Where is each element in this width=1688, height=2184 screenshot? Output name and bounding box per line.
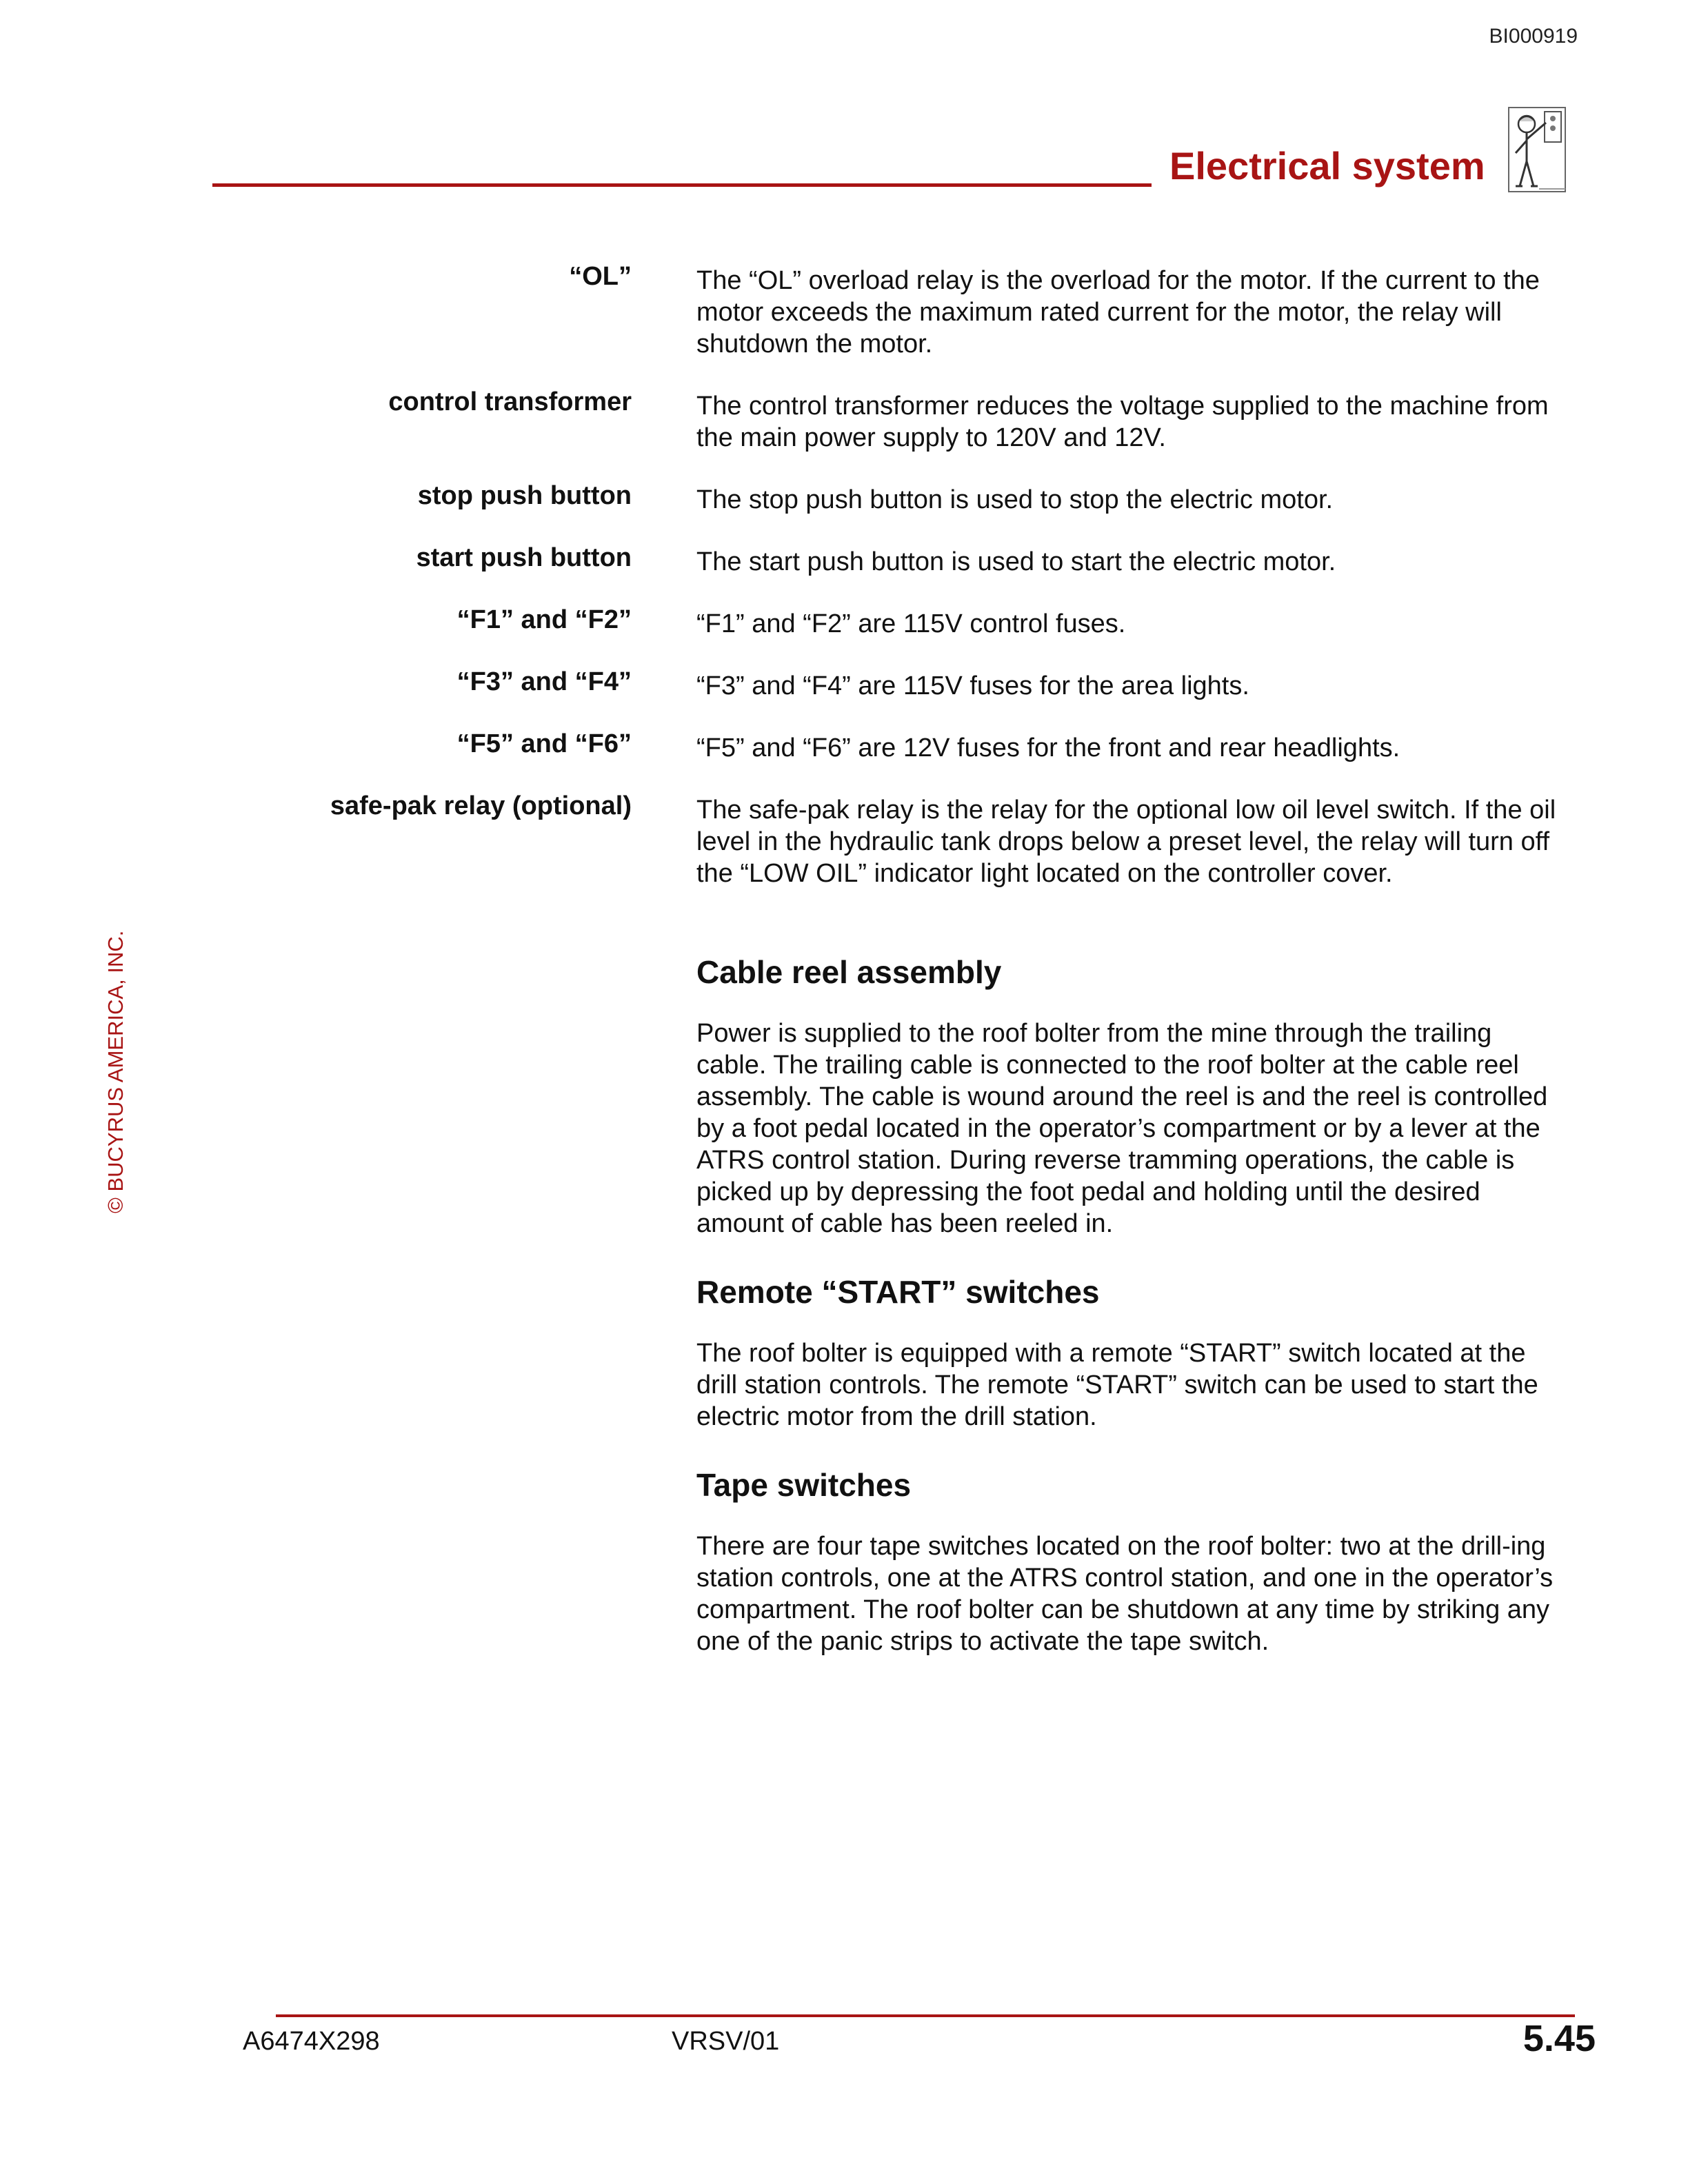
- definition-row-f1-f2: [276, 603, 1579, 665]
- definition-row-stop-push-button: [276, 478, 1579, 540]
- definition-term: safe-pak relay (optional): [330, 791, 632, 820]
- footer-revision: VRSV/01: [672, 2027, 780, 2056]
- footer-page-number: 5.45: [1523, 2018, 1596, 2059]
- definition-description: “F5” and “F6” are 12V fuses for the front and rear headlights.: [696, 734, 1400, 762]
- definition-term: “F1” and “F2”: [456, 605, 632, 634]
- definition-row-safe-pak-relay: [276, 789, 1579, 946]
- footer-part-number: A6474X298: [243, 2027, 380, 2056]
- definition-description: “F3” and “F4” are 115V fuses for the area lights.: [696, 671, 1249, 700]
- section-heading: Remote “START” switches: [696, 1274, 1100, 1310]
- definition-term: “OL”: [569, 262, 632, 291]
- electrician-at-panel-icon: [1506, 105, 1568, 194]
- definition-row-start-push-button: [276, 540, 1579, 603]
- definition-term: stop push button: [417, 481, 632, 510]
- section-heading: Cable reel assembly: [696, 954, 1002, 990]
- header-rule: [212, 183, 1152, 187]
- definition-term: “F5” and “F6”: [456, 729, 632, 758]
- definition-description: “F1” and “F2” are 115V control fuses.: [696, 609, 1126, 638]
- definition-term: control transformer: [388, 387, 632, 416]
- definition-row-f5-f6: [276, 727, 1579, 789]
- definition-term: “F3” and “F4”: [456, 667, 632, 696]
- section-paragraph: There are four tape switches located on the roof bolter: two at the drill-ing station controls, one at the ATRS control station, and one in the operator’s compartment. The roof bolter can be shutdown at any time by striking any one of the panic strips to activate the tape switch.: [696, 1532, 1554, 1656]
- definition-row-f3-f4: [276, 665, 1579, 727]
- body-sections: [696, 953, 1565, 1657]
- definition-list: [276, 259, 1579, 946]
- definition-description: The start push button is used to start the electric motor.: [696, 547, 1336, 576]
- definition-description: The control transformer reduces the voltage supplied to the machine from the main power supply to 120V and 12V.: [696, 392, 1549, 452]
- footer-rule: [276, 2014, 1575, 2017]
- section-paragraph: The roof bolter is equipped with a remote “START” switch located at the drill station controls. The remote “START” switch can be used to start the electric motor from the drill station.: [696, 1339, 1538, 1431]
- section-heading: Tape switches: [696, 1467, 912, 1503]
- section-remote-start-switches: [696, 1273, 1565, 1433]
- section-tape-switches: [696, 1466, 1565, 1657]
- copyright-notice: © BUCYRUS AMERICA, INC.: [103, 930, 128, 1213]
- definition-row-control-transformer: [276, 385, 1579, 478]
- definition-term: start push button: [416, 543, 632, 572]
- document-id: BI000919: [1489, 25, 1578, 48]
- section-title: Electrical system: [1169, 144, 1485, 188]
- definition-description: The stop push button is used to stop the electric motor.: [696, 485, 1334, 514]
- section-paragraph: Power is supplied to the roof bolter from the mine through the trailing cable. The trailing cable is connected to the roof bolter at the cable reel assembly. The cable is wound around the reel is and the reel is controlled by a foot pedal located in the operator’s compartment or by a lever at the ATRS control station. During reverse tramming operations, the cable is picked up by depressing the foot pedal and holding until the desired amount of cable has been reeled in.: [696, 1019, 1548, 1238]
- definition-description: The safe-pak relay is the relay for the optional low oil level switch. If the oil level in the hydraulic tank drops below a preset level, the relay will turn off the “LOW OIL” indicator light located on the controller cover.: [696, 796, 1556, 888]
- section-cable-reel-assembly: [696, 953, 1565, 1240]
- definition-description: The “OL” overload relay is the overload for the motor. If the current to the motor exceeds the maximum rated current for the motor, the relay will shutdown the motor.: [696, 266, 1540, 358]
- definition-row-ol: [276, 259, 1579, 385]
